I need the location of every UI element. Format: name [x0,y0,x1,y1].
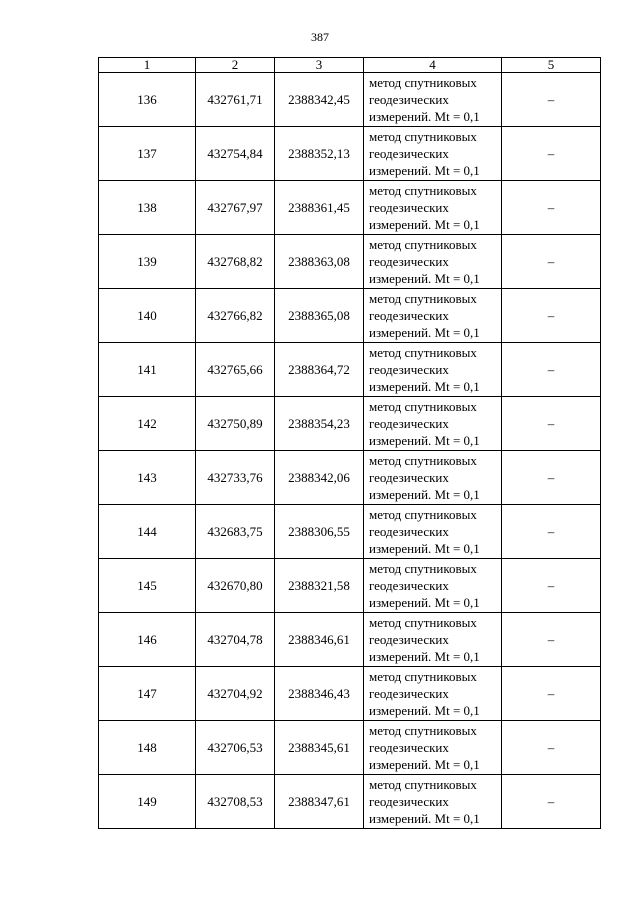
y-coordinate-cell: 2388346,43 [275,667,364,721]
y-coordinate-cell: 2388342,06 [275,451,364,505]
note-cell: – [502,559,601,613]
y-coordinate-cell: 2388321,58 [275,559,364,613]
method-cell: метод спутниковых геодезических измерений. Mt = 0,1 [364,613,502,667]
note-cell: – [502,613,601,667]
y-coordinate-cell: 2388345,61 [275,721,364,775]
method-cell: метод спутниковых геодезических измерений. Mt = 0,1 [364,397,502,451]
point-number-cell: 147 [99,667,196,721]
note-cell: – [502,289,601,343]
point-number-cell: 141 [99,343,196,397]
table-row [99,289,601,343]
table-row [99,667,601,721]
note-cell: – [502,127,601,181]
note-cell: – [502,73,601,127]
point-number-cell: 143 [99,451,196,505]
table-header-row [99,58,601,73]
column-header-5: 5 [502,58,601,73]
y-coordinate-cell: 2388306,55 [275,505,364,559]
table-row [99,775,601,829]
method-cell: метод спутниковых геодезических измерений. Mt = 0,1 [364,505,502,559]
y-coordinate-cell: 2388365,08 [275,289,364,343]
x-coordinate-cell: 432704,92 [196,667,275,721]
y-coordinate-cell: 2388354,23 [275,397,364,451]
table-row [99,343,601,397]
method-cell: метод спутниковых геодезических измерений. Mt = 0,1 [364,559,502,613]
x-coordinate-cell: 432708,53 [196,775,275,829]
table-body [99,73,601,829]
y-coordinate-cell: 2388363,08 [275,235,364,289]
column-header-1: 1 [99,58,196,73]
table-row [99,451,601,505]
y-coordinate-cell: 2388352,13 [275,127,364,181]
note-cell: – [502,721,601,775]
page-number: 387 [311,30,329,44]
method-cell: метод спутниковых геодезических измерений. Mt = 0,1 [364,289,502,343]
point-number-cell: 149 [99,775,196,829]
x-coordinate-cell: 432766,82 [196,289,275,343]
point-number-cell: 136 [99,73,196,127]
x-coordinate-cell: 432733,76 [196,451,275,505]
table-row [99,73,601,127]
x-coordinate-cell: 432670,80 [196,559,275,613]
method-cell: метод спутниковых геодезических измерений. Mt = 0,1 [364,235,502,289]
method-cell: метод спутниковых геодезических измерений. Mt = 0,1 [364,721,502,775]
y-coordinate-cell: 2388347,61 [275,775,364,829]
coordinates-table [98,57,601,829]
table-row [99,613,601,667]
x-coordinate-cell: 432767,97 [196,181,275,235]
point-number-cell: 146 [99,613,196,667]
point-number-cell: 142 [99,397,196,451]
method-cell: метод спутниковых геодезических измерений. Mt = 0,1 [364,451,502,505]
table-row [99,235,601,289]
x-coordinate-cell: 432683,75 [196,505,275,559]
x-coordinate-cell: 432704,78 [196,613,275,667]
column-header-4: 4 [364,58,502,73]
y-coordinate-cell: 2388361,45 [275,181,364,235]
method-cell: метод спутниковых геодезических измерений. Mt = 0,1 [364,73,502,127]
column-header-2: 2 [196,58,275,73]
note-cell: – [502,181,601,235]
method-cell: метод спутниковых геодезических измерений. Mt = 0,1 [364,343,502,397]
point-number-cell: 145 [99,559,196,613]
note-cell: – [502,505,601,559]
y-coordinate-cell: 2388342,45 [275,73,364,127]
point-number-cell: 137 [99,127,196,181]
note-cell: – [502,343,601,397]
x-coordinate-cell: 432768,82 [196,235,275,289]
point-number-cell: 148 [99,721,196,775]
note-cell: – [502,667,601,721]
method-cell: метод спутниковых геодезических измерений. Mt = 0,1 [364,127,502,181]
x-coordinate-cell: 432765,66 [196,343,275,397]
x-coordinate-cell: 432750,89 [196,397,275,451]
y-coordinate-cell: 2388364,72 [275,343,364,397]
note-cell: – [502,451,601,505]
table-row [99,559,601,613]
table-row [99,397,601,451]
method-cell: метод спутниковых геодезических измерений. Mt = 0,1 [364,181,502,235]
x-coordinate-cell: 432754,84 [196,127,275,181]
method-cell: метод спутниковых геодезических измерений. Mt = 0,1 [364,667,502,721]
method-cell: метод спутниковых геодезических измерений. Mt = 0,1 [364,775,502,829]
point-number-cell: 139 [99,235,196,289]
note-cell: – [502,235,601,289]
point-number-cell: 144 [99,505,196,559]
point-number-cell: 138 [99,181,196,235]
table-row [99,181,601,235]
y-coordinate-cell: 2388346,61 [275,613,364,667]
table-row [99,127,601,181]
x-coordinate-cell: 432761,71 [196,73,275,127]
note-cell: – [502,397,601,451]
column-header-3: 3 [275,58,364,73]
point-number-cell: 140 [99,289,196,343]
note-cell: – [502,775,601,829]
table-row [99,505,601,559]
x-coordinate-cell: 432706,53 [196,721,275,775]
table-row [99,721,601,775]
